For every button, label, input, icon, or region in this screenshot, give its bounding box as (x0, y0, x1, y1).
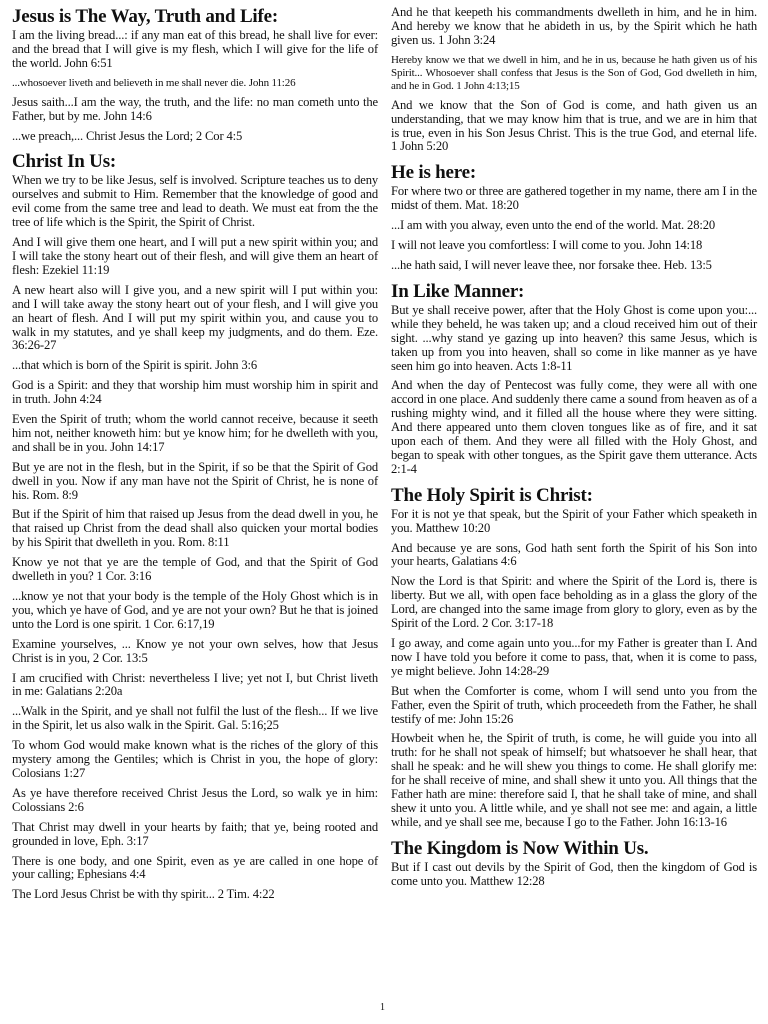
left-scripture-paragraph: ...we preach,... Christ Jesus the Lord; 2 Cor 4:5 (12, 128, 243, 143)
left-section-heading: Jesus is The Way, Truth and Life: (12, 6, 278, 27)
left-column (12, 6, 378, 908)
left-section-heading: Christ In Us: (12, 151, 117, 173)
right-scripture-paragraph: Howbeit when he, the Spirit of truth, is come, he will guide you into all truth: for he shall not speak of himself; but whatsoever he shall hear, that shall he speak: and he will shew you things to come. He shall glorify me: for he shall receive of mine, and shall shew it unto you. All things that the Father hath are mine: therefore said I, that he shall take of mine, and shall shew it unto you. A little while, and ye shall not see me: and again, a little while, and ye shall see me, because I go to the Father. John 16:13-16 (391, 731, 757, 829)
left-scripture-paragraph: Examine yourselves, ... Know ye not your own selves, how that Jesus Christ is in you, 2 Cor. 13:5 (12, 636, 378, 665)
right-scripture-paragraph: And we know that the Son of God is come, and hath given us an understanding, that we may know him that is true, and we are in him that is true, even in his Son Jesus Christ. This is the true God, and eternal life. 1 John 5:20 (391, 97, 757, 154)
right-section-heading: In Like Manner: (391, 280, 525, 302)
right-scripture-paragraph: ...he hath said, I will never leave thee, nor forsake thee. Heb. 13:5 (391, 257, 712, 272)
right-section-heading: The Kingdom is Now Within Us. (391, 837, 649, 859)
left-scripture-paragraph: I am crucified with Christ: nevertheless I live; yet not I, but Christ liveth in me: Galatians 2:20a (12, 670, 378, 699)
right-scripture-paragraph: But if I cast out devils by the Spirit of God, then the kingdom of God is come unto you. Matthew 12:28 (391, 859, 757, 888)
left-scripture-paragraph: ...Walk in the Spirit, and ye shall not fulfil the lust of the flesh... If we live in the Spirit, let us also walk in the Spirit. Gal. 5:16;25 (12, 704, 378, 733)
left-scripture-paragraph: ...that which is born of the Spirit is spirit. John 3:6 (12, 358, 258, 373)
left-scripture-paragraph: But ye are not in the flesh, but in the Spirit, if so be that the Spirit of God dwell in you. Now if any man have not the Spirit of Christ, he is none of his. Rom. 8:9 (12, 459, 378, 502)
right-scripture-paragraph: Now the Lord is that Spirit: and where the Spirit of the Lord is, there is liberty. But we all, with open face beholding as in a glass the glory of the Lord, are changed into the same image from glory to glory, even as by the Spirit of the Lord. 2 Cor. 3:17-18 (391, 574, 757, 631)
right-scripture-paragraph: But when the Comforter is come, whom I will send unto you from the Father, even the Spirit of truth, which proceedeth from the Father, he shall testify of me: John 15:26 (391, 683, 757, 726)
right-scripture-paragraph: And because ye are sons, God hath sent forth the Spirit of his Son into your hearts, Galatians 4:6 (391, 540, 757, 569)
left-scripture-paragraph: The Lord Jesus Christ be with thy spirit... 2 Tim. 4:22 (12, 887, 275, 902)
right-scripture-paragraph: I go away, and come again unto you...for my Father is greater than I. And now I have told you before it come to pass, that, when it is come to pass, ye might believe. John 14:28-29 (391, 636, 757, 678)
left-scripture-paragraph: Know ye not that ye are the temple of God, and that the Spirit of God dwelleth in you? 1 Cor. 3:16 (12, 555, 378, 584)
left-scripture-paragraph: ...know ye not that your body is the temple of the Holy Ghost which is in you, which ye have of God, and ye are not your own? But he that is joined unto the Lord is one spirit. 1 Cor. 6:17,19 (12, 589, 378, 631)
right-scripture-paragraph: But ye shall receive power, after that the Holy Ghost is come upon you:... while they beheld, he was taken up; and a cloud received him out of their sight. ...why stand ye gazing up into heaven? this same Jesus, which is taken up from you into heaven, shall so come in like manner as ye have seen him go into heaven. Acts 1:8-11 (391, 302, 757, 373)
right-section-heading: The Holy Spirit is Christ: (391, 484, 593, 506)
right-scripture-paragraph: For where two or three are gathered together in my name, there am I in the midst of them. Mat. 18:20 (391, 184, 757, 213)
left-scripture-paragraph: Even the Spirit of truth; whom the world cannot receive, because it seeth him not, neither knoweth him: but ye know him; for he dwelleth with you, and shall be in you. John 14:17 (12, 412, 378, 454)
left-scripture-paragraph: As ye have therefore received Christ Jesus the Lord, so walk ye in him: Colossians 2:6 (12, 785, 378, 814)
right-scripture-paragraph: And he that keepeth his commandments dwelleth in him, and he in him. And hereby we know that he abideth in us, by the Spirit which he hath given us. 1 John 3:24 (391, 5, 757, 47)
left-scripture-paragraph: I am the living bread...: if any man eat of this bread, he shall live for ever: and the bread that I will give is my flesh, which I will give for the life of the world. John 6:51 (12, 28, 378, 70)
right-column (391, 6, 757, 895)
left-scripture-paragraph: When we try to be like Jesus, self is involved. Scripture teaches us to deny ourselves and submit to Him. Remember that the knowledge of good and evil come from the same tree and lead to death. We must eat from the the tree of life which is the Spirit, the Spirit of Christ. (12, 173, 378, 230)
right-scripture-paragraph: I will not leave you comfortless: I will come to you. John 14:18 (391, 238, 703, 253)
left-scripture-paragraph: Jesus saith...I am the way, the truth, and the life: no man cometh unto the Father, but by me. John 14:6 (12, 94, 378, 123)
right-scripture-paragraph: And when the day of Pentecost was fully come, they were all with one accord in one place. And suddenly there came a sound from heaven as of a rushing mighty wind, and it filled all the house where they were sitting. And there appeared unto them cloven tongues like as of fire, and it sat upon each of them. And they were all filled with the Holy Ghost, and began to speak with other tongues, as the Spirit gave them utterance. Acts 2:1-4 (391, 378, 757, 476)
right-section-heading: He is here: (391, 162, 477, 184)
left-scripture-paragraph: To whom God would make known what is the riches of the glory of this mystery among the Gentiles; which is Christ in you, the hope of glory: Colosians 1:27 (12, 738, 378, 780)
page-number: 1 (380, 1002, 385, 1013)
left-scripture-paragraph: And I will give them one heart, and I will put a new spirit within you; and I will take the stony heart out of their flesh, and will give them an heart of flesh: Ezekiel 11:19 (12, 235, 378, 277)
left-scripture-paragraph: A new heart also will I give you, and a new spirit will I put within you: and I will take away the stony heart out of your flesh, and I will give you an heart of flesh. And I will put my spirit within you, and cause you to walk in my statutes, and ye shall keep my judgments, and do them. Eze. 36:26-27 (12, 282, 378, 353)
right-scripture-paragraph: Hereby know we that we dwell in him, and he in us, because he hath given us of his Spirit... Whosoever shall confess that Jesus is the Son of God, God dwelleth in him, and he in God. 1 John 4:13;15 (391, 53, 757, 92)
left-scripture-paragraph: ...whosoever liveth and believeth in me shall never die. John 11:26 (12, 76, 296, 89)
left-scripture-paragraph: But if the Spirit of him that raised up Jesus from the dead dwell in you, he that raised up Christ from the dead shall also quicken your mortal bodies by his Spirit that dwelleth in you. Rom. 8:11 (12, 507, 378, 550)
left-scripture-paragraph: God is a Spirit: and they that worship him must worship him in spirit and in truth. John 4:24 (12, 378, 378, 407)
left-scripture-paragraph: That Christ may dwell in your hearts by faith; that ye, being rooted and grounded in love, Eph. 3:17 (12, 819, 378, 848)
right-scripture-paragraph: For it is not ye that speak, but the Spirit of your Father which speaketh in you. Matthew 10:20 (391, 506, 757, 535)
left-scripture-paragraph: There is one body, and one Spirit, even as ye are called in one hope of your calling; Ephesians 4:4 (12, 853, 378, 882)
right-scripture-paragraph: ...I am with you alway, even unto the end of the world. Mat. 28:20 (391, 218, 715, 233)
